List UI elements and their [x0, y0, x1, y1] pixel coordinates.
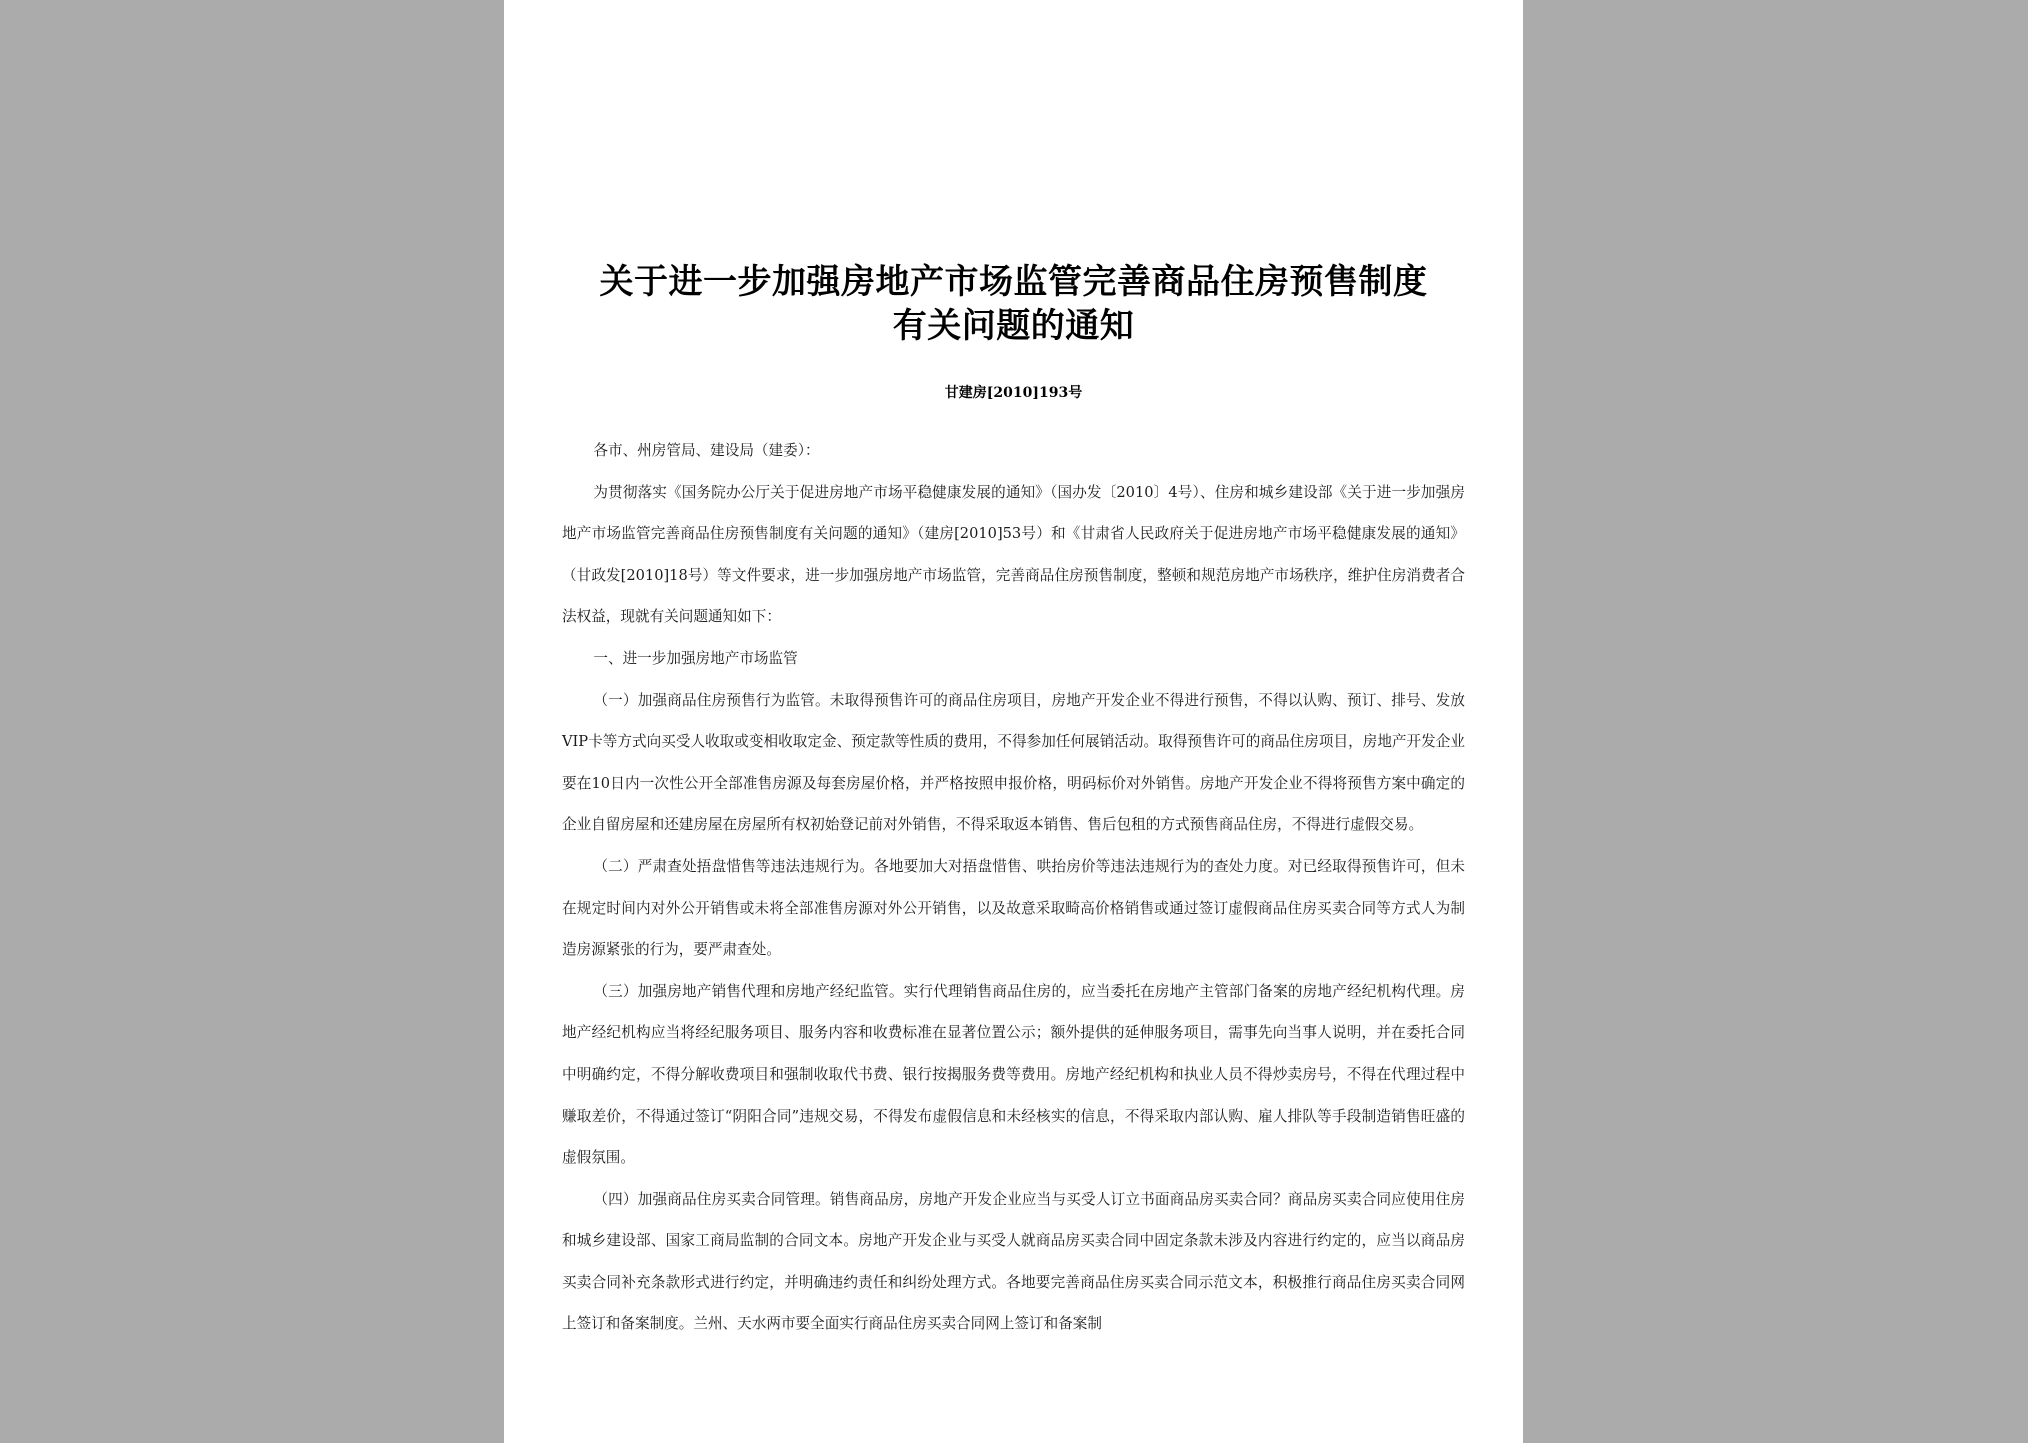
paragraph-item-3: （三）加强房地产销售代理和房地产经纪监管。实行代理销售商品住房的，应当委托在房地产主管部门备案的房地产经纪机构代理。房地产经纪机构应当将经纪服务项目、服务内容和收费标准在显著位置公示；额外提供的延伸服务项目，需事先向当事人说明，并在委托合同中明确约定，不得分解收费项目和强制收取代书费、银行按揭服务费等费用。房地产经纪机构和执业人员不得炒卖房号，不得在代理过程中赚取差价，不得通过签订“阴阳合同”违规交易，不得发布虚假信息和未经核实的信息，不得采取内部认购、雇人排队等手段制造销售旺盛的虚假氛围。 — [562, 982, 1465, 1167]
document-page — [504, 0, 1523, 1443]
salutation: 各市、州房管局、建设局（建委）： — [593, 442, 820, 459]
section-heading-1: 一、进一步加强房地产市场监管 — [593, 649, 798, 667]
document-number: 甘建房[2010]193号 — [944, 385, 1083, 401]
paragraph-item-2: （二）严肃查处捂盘惜售等违法违规行为。各地要加大对捂盘惜售、哄抬房价等违法违规行为的查处力度。对已经取得预售许可，但未在规定时间内对外公开销售或未将全部准售房源对外公开销售，以及故意采取畸高价格销售或通过签订虚假商品住房买卖合同等方式人为制造房源紧张的行为，要严肃查处。 — [562, 857, 1465, 959]
document-title-line-2: 有关问题的通知 — [892, 306, 1135, 346]
paragraph-intro: 为贯彻落实《国务院办公厅关于促进房地产市场平稳健康发展的通知》（国办发〔2010〕4号）、住房和城乡建设部《关于进一步加强房地产市场监管完善商品住房预售制度有关问题的通知》（建房[2010]53号）和《甘肃省人民政府关于促进房地产市场平稳健康发展的通知》（甘政发[2010]18号）等文件要求，进一步加强房地产市场监管，完善商品住房预售制度，整顿和规范房地产市场秩序，维护住房消费者合法权益，现就有关问题通知如下： — [562, 483, 1465, 626]
document-title-line-1: 关于进一步加强房地产市场监管完善商品住房预售制度 — [599, 262, 1428, 302]
paragraph-item-4: （四）加强商品住房买卖合同管理。销售商品房，房地产开发企业应当与买受人订立书面商品房买卖合同？商品房买卖合同应使用住房和城乡建设部、国家工商局监制的合同文本。房地产开发企业与买受人就商品房买卖合同中固定条款未涉及内容进行约定的，应当以商品房买卖合同补充条款形式进行约定，并明确违约责任和纠纷处理方式。各地要完善商品住房买卖合同示范文本，积极推行商品住房买卖合同网上签订和备案制度。兰州、天水两市要全面实行商品住房买卖合同网上签订和备案制 — [562, 1190, 1465, 1333]
document-body — [562, 430, 1465, 1345]
paragraph-item-1: （一）加强商品住房预售行为监管。未取得预售许可的商品住房项目，房地产开发企业不得进行预售，不得以认购、预订、排号、发放VIP卡等方式向买受人收取或变相收取定金、预定款等性质的费用，不得参加任何展销活动。取得预售许可的商品住房项目，房地产开发企业要在10日内一次性公开全部准售房源及每套房屋价格，并严格按照申报价格，明码标价对外销售。房地产开发企业不得将预售方案中确定的企业自留房屋和还建房屋在房屋所有权初始登记前对外销售，不得采取返本销售、售后包租的方式预售商品住房，不得进行虚假交易。 — [562, 691, 1465, 834]
